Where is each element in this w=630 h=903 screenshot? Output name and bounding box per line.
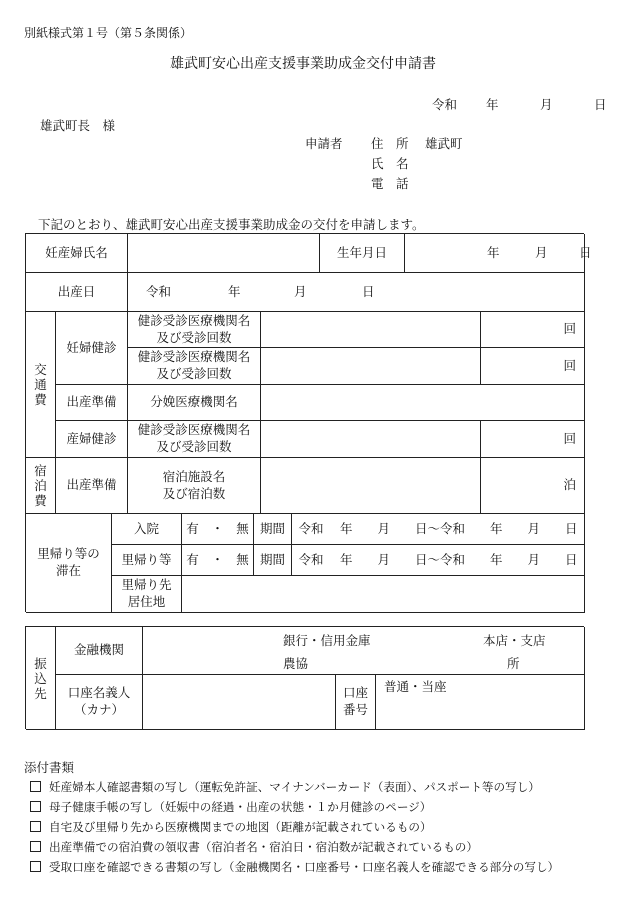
attachment-text: 妊産婦本人確認書類の写し（運転免許証、マイナンバーカード（表面）、パスポート等の写し） [49, 780, 540, 794]
checkbox[interactable] [30, 781, 41, 792]
prenatal-facility-label-2: 健診受診医療機関名 及び受診回数 [128, 348, 261, 385]
birth-month: 月 [294, 284, 307, 299]
dob-label: 生年月日 [320, 234, 405, 273]
prenatal-facility-label-1: 健診受診医療機関名 及び受診回数 [128, 312, 261, 348]
homecoming-row-label: 里帰り等 [112, 545, 182, 576]
birth-era: 令和 [146, 284, 172, 299]
checkbox[interactable] [30, 821, 41, 832]
admission-yes-no[interactable]: 有 ・ 無 [182, 514, 254, 545]
pregnant-name-label: 妊産婦氏名 [26, 234, 128, 273]
homecoming-yes-no[interactable]: 有 ・ 無 [182, 545, 254, 576]
holder-label: 口座名義人 （カナ） [56, 675, 143, 730]
main-table [25, 233, 592, 612]
lodging-facility-label: 宿泊施設名 及び宿泊数 [128, 458, 261, 514]
dob-month: 月 [535, 245, 548, 260]
address-value: 雄武町 [425, 136, 463, 151]
branch-type: 本店・支店 [483, 633, 546, 648]
attachment-item [30, 859, 559, 875]
attachment-text: 出産準備での宿泊費の領収書（宿泊者名・宿泊日・宿泊数が記載されているもの） [49, 840, 478, 854]
attachment-item [30, 839, 478, 855]
attachment-text: 受取口座を確認できる書類の写し（金融機関名・口座番号・口座名義人を確認できる部分の写し） [49, 860, 560, 874]
account-type[interactable]: 普通・当座 [384, 679, 447, 694]
delivery-facility-label: 分娩医療機関名 [128, 385, 261, 421]
birth-day: 日 [362, 284, 375, 299]
phone-label: 電 話 [371, 176, 409, 191]
address-label: 住 所 [371, 136, 409, 151]
account-number-field[interactable] [376, 675, 585, 730]
prenatal-visits-field-2[interactable]: 回 [481, 348, 585, 385]
holder-field[interactable] [143, 675, 336, 730]
transport-label: 交 通 費 [26, 312, 56, 458]
homecoming-address-field[interactable] [182, 576, 585, 613]
attachment-item [30, 819, 432, 835]
birth-date-label: 出産日 [26, 273, 128, 312]
pregnant-name-field[interactable] [128, 234, 320, 273]
page-title: 雄武町安心出産支援事業助成金交付申請書 [170, 56, 436, 72]
coop-label: 農協 [283, 656, 309, 671]
homecoming-address-label: 里帰り先 居住地 [112, 576, 182, 613]
branch-office-label: 所 [507, 656, 520, 671]
checkbox[interactable] [30, 861, 41, 872]
intro-text: 下記のとおり、雄武町安心出産支援事業助成金の交付を申請します。 [38, 217, 425, 232]
dob-day: 日 [579, 245, 592, 260]
bank-table [25, 626, 584, 729]
prenatal-facility-field-1[interactable] [261, 312, 481, 348]
addressee: 雄武町長 様 [40, 118, 116, 133]
date-day: 日 [594, 97, 607, 112]
admission-period-field[interactable]: 令和 年 月 日〜令和 年 月 日 [292, 514, 585, 545]
prenatal-label: 妊婦健診 [56, 312, 128, 385]
institution-field[interactable] [143, 627, 585, 675]
postnatal-label: 産婦健診 [56, 421, 128, 458]
birth-prep-label: 出産準備 [56, 385, 128, 421]
attachment-item [30, 779, 540, 795]
admission-label: 入院 [112, 514, 182, 545]
postnatal-visits-field[interactable]: 回 [481, 421, 585, 458]
homecoming-period-field[interactable]: 令和 年 月 日〜令和 年 月 日 [292, 545, 585, 576]
homecoming-label: 里帰り等の 滞在 [26, 514, 112, 613]
transfer-label: 振 込 先 [26, 627, 56, 730]
postnatal-facility-field[interactable] [261, 421, 481, 458]
lodging-label: 宿 泊 費 [26, 458, 56, 514]
institution-label: 金融機関 [56, 627, 143, 675]
checkbox[interactable] [30, 841, 41, 852]
attachment-text: 母子健康手帳の写し（妊娠中の経過・出産の状態・１か月健診のページ） [49, 800, 432, 814]
checkbox[interactable] [30, 801, 41, 812]
name-label: 氏 名 [371, 156, 409, 171]
attachment-item [30, 799, 431, 815]
lodging-nights-field[interactable]: 泊 [481, 458, 585, 514]
admission-period-label: 期間 [254, 514, 292, 545]
date-era: 令和 [432, 97, 458, 112]
dob-field[interactable] [405, 234, 592, 273]
applicant-label: 申請者 [305, 136, 343, 151]
prenatal-facility-field-2[interactable] [261, 348, 481, 385]
delivery-facility-field[interactable] [261, 385, 585, 421]
birth-date-field[interactable] [128, 273, 585, 312]
date-year: 年 [486, 97, 499, 112]
attachment-text: 自宅及び里帰り先から医療機関までの地図（距離が記載されているもの） [49, 820, 432, 834]
date-month: 月 [540, 97, 553, 112]
attachments-heading: 添付書類 [24, 760, 75, 775]
form-label: 別紙様式第１号（第５条関係） [24, 26, 193, 40]
homecoming-period-label: 期間 [254, 545, 292, 576]
birth-year: 年 [228, 284, 241, 299]
lodging-prep-label: 出産準備 [56, 458, 128, 514]
bank-type: 銀行・信用金庫 [283, 633, 371, 648]
prenatal-visits-field-1[interactable]: 回 [481, 312, 585, 348]
lodging-facility-field[interactable] [261, 458, 481, 514]
account-number-label: 口座 番号 [336, 675, 376, 730]
postnatal-facility-label: 健診受診医療機関名 及び受診回数 [128, 421, 261, 458]
dob-year: 年 [487, 245, 500, 260]
